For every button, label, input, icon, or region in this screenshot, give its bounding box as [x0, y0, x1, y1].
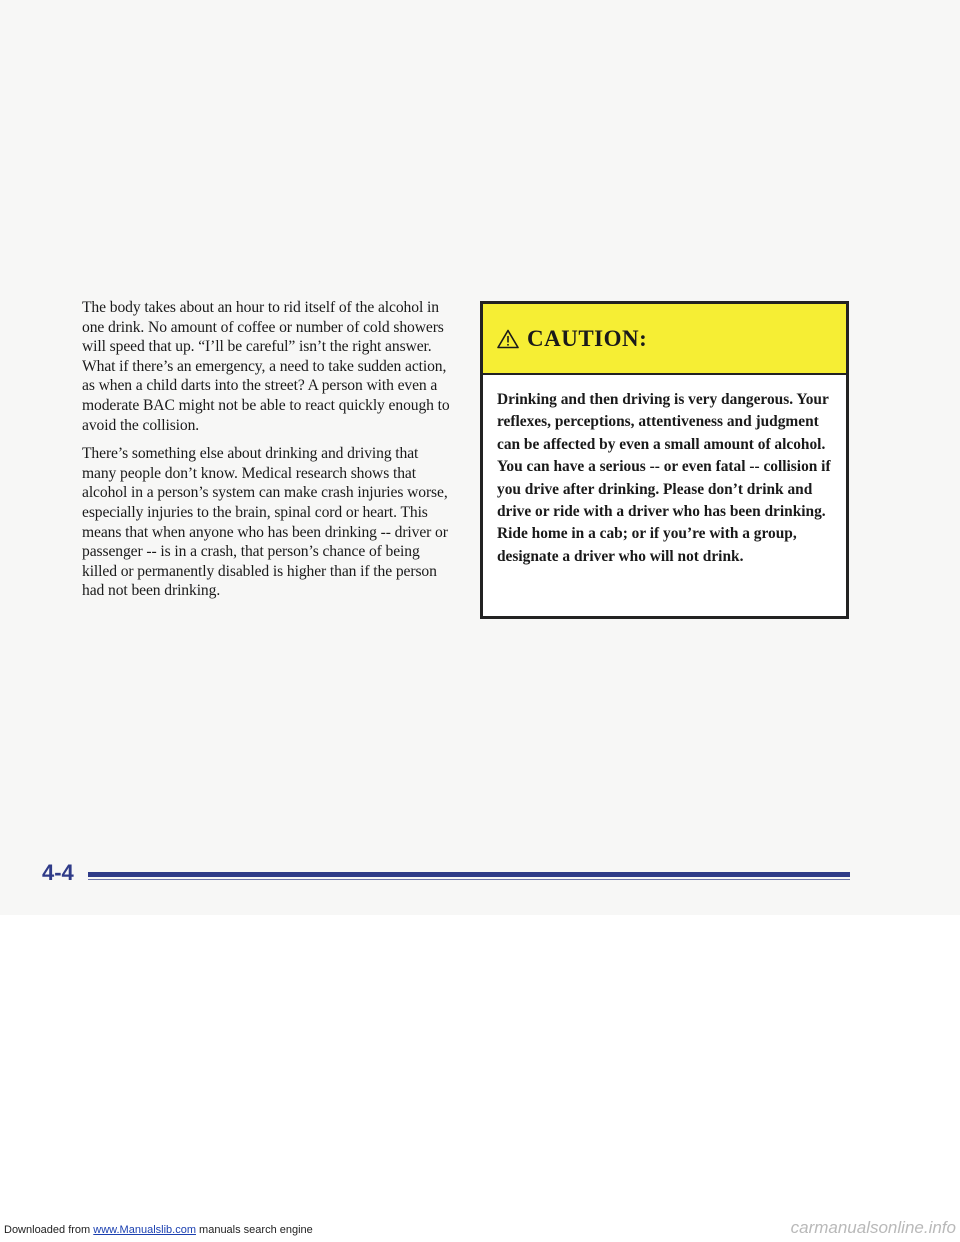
paragraph-alcohol-hour: The body takes about an hour to rid itself of the alcohol in one drink. No amount of coffee or number of cold showers will speed that up. “I’ll be careful” isn’t the right answer. What if there’s an emergency, a need to take sudden action, as when a child darts into the street? A person with even a moderate BAC might not be able to react quickly enough to avoid the collision.: [82, 299, 450, 434]
caution-title: CAUTION:: [527, 325, 648, 351]
page-number: 4-4: [42, 860, 74, 885]
watermark-prefix: Downloaded from: [4, 1224, 94, 1236]
manualslib-link[interactable]: www.Manualslib.com: [93, 1224, 196, 1236]
download-watermark: [4, 1224, 313, 1236]
watermark-suffix: manuals search engine: [195, 1224, 313, 1236]
site-watermark: carmanualsonline.info: [790, 1218, 956, 1237]
paragraph-crash-injuries: There’s something else about drinking and driving that many people don’t know. Medical research shows that alcohol in a person’s system can make crash injuries worse, especially injuries to the brain, spinal cord or heart. This means that when anyone who has been drinking -- driver or passenger -- is in a crash, that person’s chance of being killed or permanently disabled is higher than if the person had not been drinking.: [82, 445, 448, 600]
footer-rule-thin: [88, 879, 850, 880]
caution-box: [480, 301, 849, 619]
caution-text: Drinking and then driving is very dangerous. Your reflexes, perceptions, attentiveness and judgment can be affected by even a small amount of alcohol. You can have a serious -- or even fatal -- collision if you drive after drinking. Please don’t drink and drive or ride with a driver who has been drinking. Ride home in a cab; or if you’re with a group, designate a driver who will not drink.: [497, 391, 831, 565]
page-footer: [42, 860, 850, 890]
body-text-column: [82, 298, 454, 610]
warning-triangle-icon: [497, 329, 519, 349]
caution-header: [483, 304, 846, 375]
footer-rule: [88, 872, 850, 877]
